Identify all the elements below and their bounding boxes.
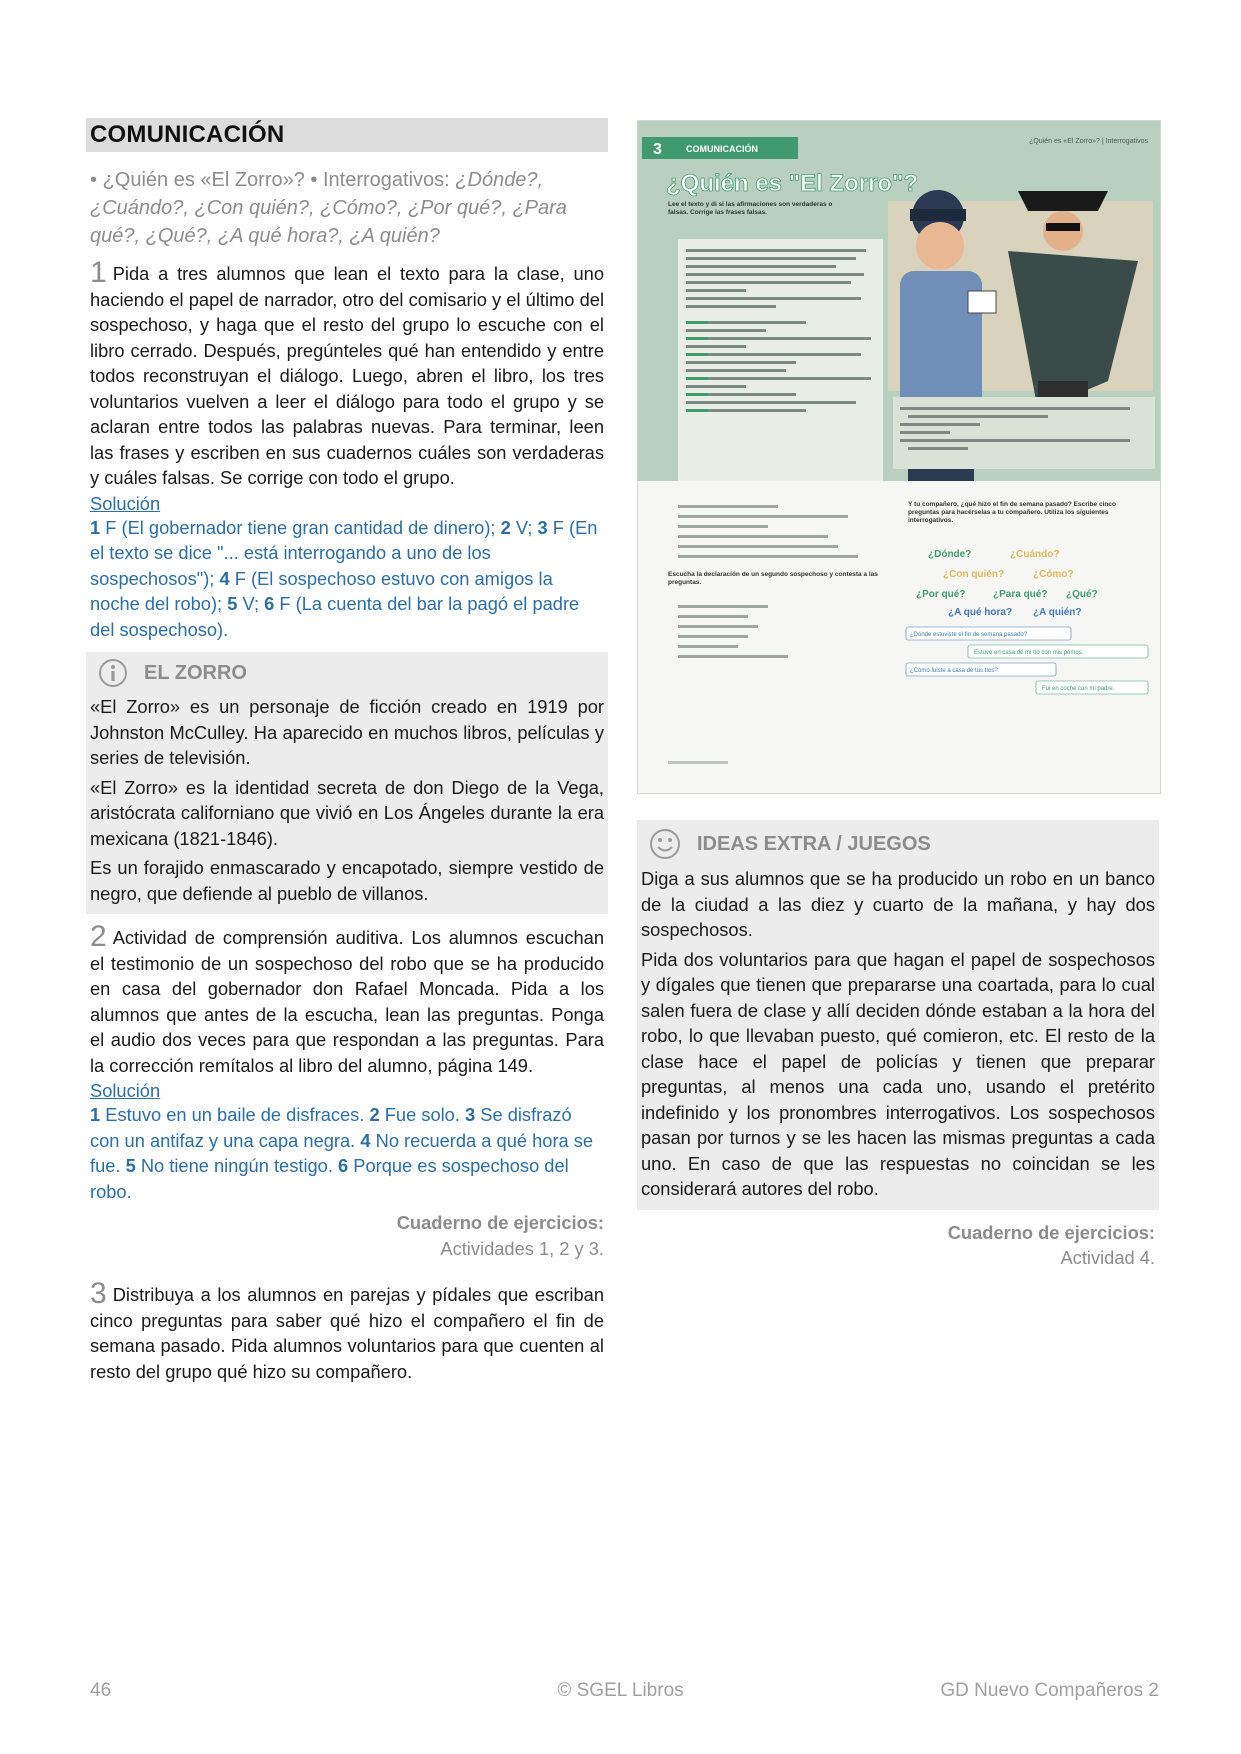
sol-text: Estuvo en un baile de disfraces. [100, 1104, 370, 1125]
sol-num: 2 [500, 516, 511, 538]
lesson-subtitle [90, 166, 604, 250]
sol-num: 1 [90, 516, 101, 538]
ideas-extra-box [637, 820, 1159, 1210]
ideas-box-header [641, 822, 1155, 862]
workbook-reference-1 [90, 1210, 604, 1261]
left-column [86, 118, 608, 1384]
sol-text: F (El gobernador tiene gran cantidad de dinero); [100, 516, 501, 538]
sol-num: 6 [338, 1155, 349, 1176]
sol-text: No recuerda a qué hora se fue. [90, 1129, 594, 1176]
right-column [637, 820, 1159, 1271]
solution-2 [90, 1102, 604, 1204]
activity-text: Actividad de comprensión auditiva. Los alumnos escuchan el testimonio de un sospechoso del robo que se ha producido en casa del gobernador don Rafael Moncada. Pida a los alumnos que antes de la escucha, lean las preguntas. Ponga el audio dos veces para que respondan a las preguntas. Para la corrección remítalos al libro del alumno, página 149. [90, 927, 604, 1076]
subtitle-prefix: • ¿Quién es «El Zorro»? • Interrogativos: [90, 169, 456, 191]
word-por-que: ¿Por qué? [916, 589, 966, 600]
zorro-box-title: EL ZORRO [144, 661, 247, 684]
sol-text: Porque es sospechoso del robo. [90, 1155, 569, 1202]
workbook-label: Cuaderno de ejercicios: [396, 1212, 604, 1233]
sol-num: 4 [219, 567, 230, 589]
ideas-paragraph-2: Pida dos voluntarios para que hagan el papel de sospechosos y dígales que tienen que prepararse una coartada, para lo cual salen fuera de clase y allí deciden dónde estaban a la hora del robo, lo que llevaban puesto, qué comieron, etc. El resto de la clase hace el papel de policías y tienen que preparar preguntas, al menos una cada uno, usando el pretérito indefinido y los pronombres interrogativos. Los sospechosos pasan por turnos y se les hacen las mismas preguntas a cada uno. En caso de que las respuestas no coincidan se les considerará autores del robo. [641, 948, 1155, 1199]
sol-text: F (El sospechoso estuvo con amigos la noche del robo); [90, 567, 553, 614]
activity-3 [90, 1277, 604, 1384]
smiley-icon [649, 828, 681, 860]
solution-link-2[interactable]: Solución [90, 1080, 161, 1101]
book-title: ¿Quién es "El Zorro"? [666, 170, 919, 197]
subtitle-interrogatives: ¿Dónde?, ¿Cuándo?, ¿Con quién?, ¿Cómo?, ¿Por qué?, ¿Para qué?, ¿Qué?, ¿A qué hora?, ¿A quién? [90, 169, 567, 247]
workbook-value: Actividad 4. [1060, 1247, 1155, 1268]
book-header-right: ¿Quién es «El Zorro»? | Interrogativos [1029, 138, 1148, 145]
word-a-que-hora: ¿A qué hora? [948, 607, 1013, 618]
sol-num: 3 [537, 516, 548, 538]
solution-link-1[interactable]: Solución [90, 492, 161, 514]
book-q3: Y tu compañero, ¿qué hizo el fin de semana pasado? Escribe cinco preguntas para hacérselas a tu compañero. Utiliza los siguientes interrogativos. [908, 501, 1116, 524]
sol-text: V; [510, 516, 538, 538]
activity-number: 2 [90, 920, 107, 953]
unit-number: 3 [653, 141, 662, 158]
zorro-paragraph-3: Es un forajido enmascarado y encapotado, siempre vestido de negro, que defiende al pueblo de villanos. [90, 857, 604, 904]
sol-num: 6 [264, 593, 275, 614]
section-title: COMUNICACIÓN [86, 118, 608, 152]
book-page-footer [668, 761, 728, 764]
sol-text: Fue solo. [379, 1104, 466, 1125]
sol-text: No tiene ningún testigo. [135, 1155, 338, 1176]
activity-number: 1 [90, 256, 107, 289]
sol-num: 5 [125, 1155, 136, 1176]
zorro-box-header [90, 654, 604, 690]
bubble-4: Fui en coche con mi padre. [1042, 686, 1115, 692]
ideas-box-title: IDEAS EXTRA / JUEGOS [697, 832, 931, 855]
sol-text: F (La cuenta del bar la pagó el padre del sospechoso). [90, 593, 580, 640]
sol-text: Se disfrazó con un antifaz y una capa negra. [90, 1104, 572, 1151]
student-book-page [637, 120, 1161, 794]
page-number: 46 [90, 1680, 112, 1701]
bubble-1: ¿Dónde estuviste el fin de semana pasado? [910, 632, 1028, 638]
sol-text: F (En el texto se dice "... está interrogando a uno de los sospechosos"); [90, 516, 598, 589]
zorro-paragraph-2: «El Zorro» es la identidad secreta de don Diego de la Vega, aristócrata californiano que vivió en Los Ángeles durante la era mexicana (1821-1846). [90, 776, 604, 849]
ideas-paragraph-1: Diga a sus alumnos que se ha producido un robo en un banco de la ciudad a las diez y cuarto de la mañana, y hay dos sospechosos. [641, 868, 1155, 940]
workbook-label: Cuaderno de ejercicios: [947, 1221, 1155, 1243]
solution-1 [90, 515, 604, 643]
activity-number: 3 [90, 1277, 107, 1310]
word-a-quien: ¿A quién? [1033, 607, 1082, 618]
word-con-quien: ¿Con quién? [943, 569, 1005, 580]
word-que: ¿Qué? [1066, 589, 1098, 600]
book-page-illustration [638, 121, 1160, 793]
zorro-info-box [86, 652, 608, 914]
sol-text: V; [237, 593, 265, 614]
activity-text: Pida a tres alumnos que lean el texto para la clase, uno haciendo el papel de narrador, otro del comisario y el último del sospechoso, y haga que el resto del grupo lo escuche con el libro cerrado. Después, pregúnteles qué han entendido y entre todos reconstruyan el diálogo. Luego, abren el libro, los tres voluntarios vuelven a leer el diálogo para todo el grupo y se aclaran entre todos las palabras nuevas. Para terminar, leen las frases y escriben en sus cuadernos cuáles son verdaderas y cuáles falsas. Se corrige con todo el grupo. [90, 263, 604, 488]
workbook-reference-2 [641, 1220, 1155, 1271]
sol-num: 3 [465, 1104, 476, 1125]
footer-book-title: GD Nuevo Compañeros 2 [940, 1680, 1159, 1701]
zorro-paragraph-1: «El Zorro» es un personaje de ficción creado en 1919 por Johnston McCulley. Ha aparecido en muchos libros, películas y series de televisión. [90, 696, 604, 768]
sol-num: 2 [369, 1104, 380, 1125]
word-donde: ¿Dónde? [928, 549, 972, 560]
activity-text: Distribuya a los alumnos en parejas y pídales que escriban cinco preguntas para saber qué hizo el compañero el fin de semana pasado. Pida alumnos voluntarios para que cuenten al resto del grupo qué hizo su compañero. [90, 1284, 604, 1382]
activity-1 [90, 256, 604, 491]
workbook-value: Actividades 1, 2 y 3. [440, 1237, 604, 1259]
info-icon [98, 658, 128, 688]
footer-copyright: © SGEL Libros [557, 1680, 684, 1701]
book-q1: Lee el texto y di si las afirmaciones son verdaderas o falsas. Corrige las frases falsas. [668, 201, 833, 216]
bubble-3: ¿Cómo fuiste a casa de tus tíos? [910, 668, 998, 674]
bubble-2: Estuve en casa de mi tío con mis primos. [974, 650, 1084, 656]
sol-num: 1 [90, 1104, 101, 1125]
sol-num: 5 [227, 593, 238, 614]
sol-num: 4 [360, 1129, 371, 1151]
book-section: COMUNICACIÓN [686, 144, 758, 154]
word-para-que: ¿Para qué? [993, 589, 1048, 600]
word-cuando: ¿Cuándo? [1010, 549, 1060, 560]
activity-2 [90, 920, 604, 1078]
word-como: ¿Cómo? [1033, 569, 1074, 580]
book-q2: Escucha la declaración de un segundo sospechoso y contesta a las preguntas. [668, 571, 878, 586]
